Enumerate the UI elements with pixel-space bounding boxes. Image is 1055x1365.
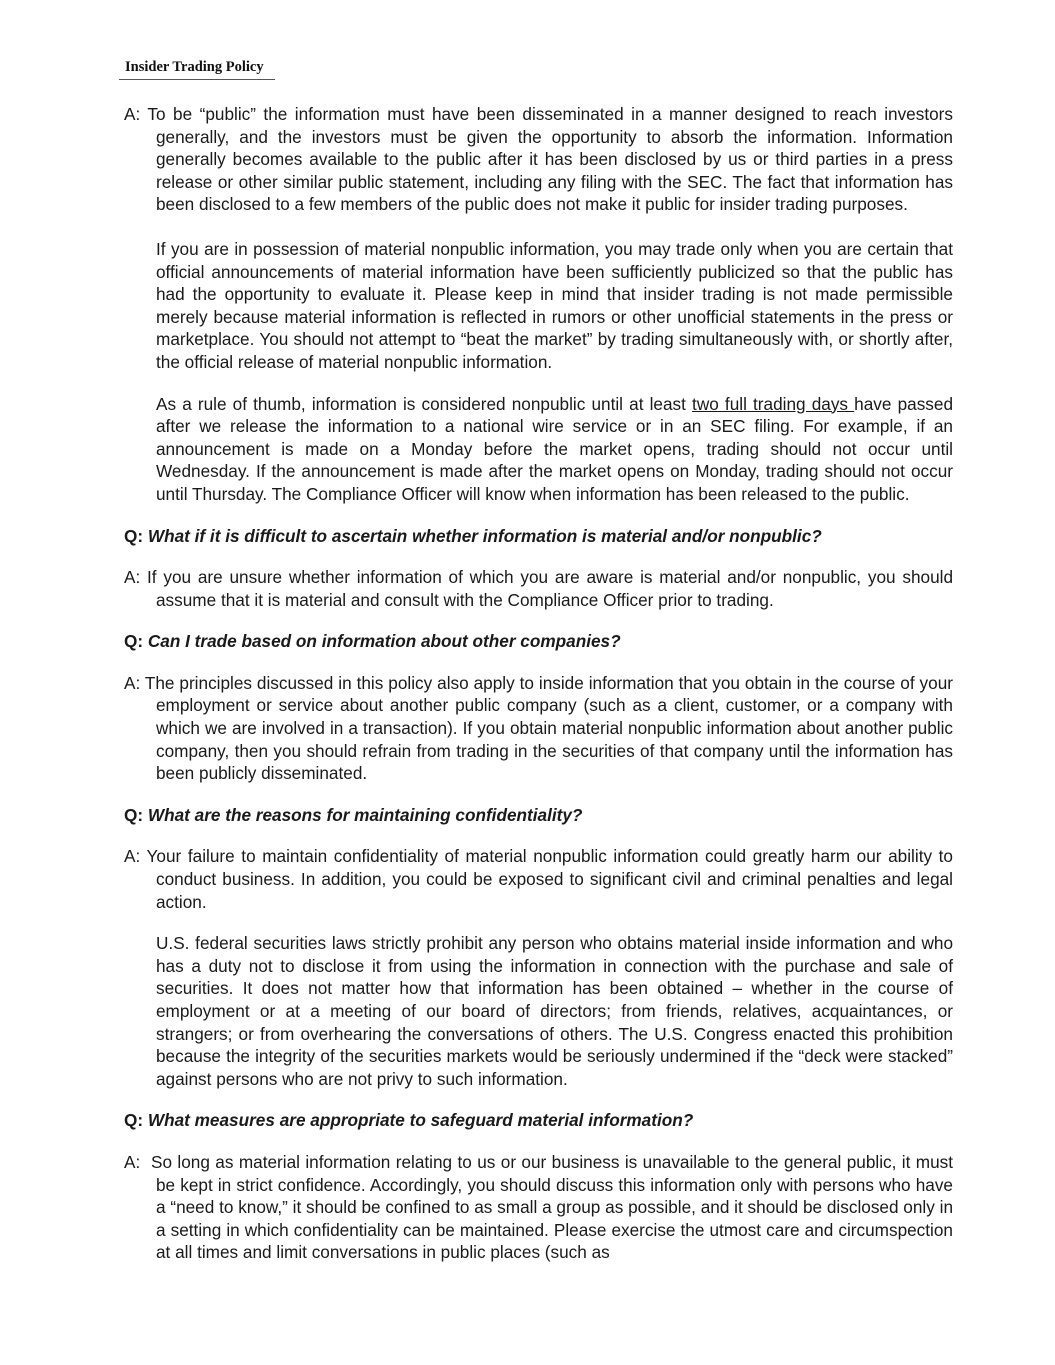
question-text: What if it is difficult to ascertain whether information is material and/or nonpublic? — [147, 525, 822, 546]
question-prefix: Q: — [124, 525, 148, 546]
question-text: What measures are appropriate to safeguard material information? — [147, 1110, 694, 1131]
paragraph-securities-laws: U.S. federal securities laws strictly prohibit any person who obtains material inside information and who has a duty not to disclose it from using the information in connection with the purchase and sale of securities. It does not matter how that information has been obtained – whether in the course of employment or at a meeting of our board of directors; from friends, relatives, acquaintances, or strangers; or from overhearing the conversations of others. The U.S. Congress enacted this prohibition because the integrity of the securities markets would be seriously undermined if the “deck were stacked” against persons who are not privy to such information. — [156, 933, 953, 1089]
answer-paragraph — [124, 1151, 953, 1264]
question-prefix: Q: — [124, 804, 148, 825]
question-heading — [124, 804, 953, 827]
answer-public-info — [124, 103, 953, 216]
answer-paragraph — [124, 672, 953, 785]
answer-text: The principles discussed in this policy also apply to inside information that you obtain in the course of your employment or service about another public company (such as a client, customer, or a company with which we are involved in a transaction). If you obtain material nonpublic information about another public company, then you should refrain from trading in the securities of that company until the information has been publicly disseminated. — [144, 672, 953, 784]
answer-prefix: A: — [124, 104, 148, 124]
question-text: Can I trade based on information about other companies? — [147, 631, 621, 652]
question-heading — [124, 1109, 953, 1132]
answer-text: To be “public” the information must have been disseminated in a manner designed to reach investors generally, and the investors must be given the opportunity to absorb the information. Information generally becomes available to the public after it has been disclosed by us or third parties in a press release or other similar public statement, including any filing with the SEC. The fact that information has been disclosed to a few members of the public does not make it public for insider trading purposes. — [147, 104, 953, 215]
paragraph-rule-of-thumb — [124, 393, 953, 506]
answer-prefix: A: — [124, 567, 148, 588]
text-segment: As a rule of thumb, information is considered nonpublic until at least — [156, 393, 693, 414]
question-text: What are the reasons for maintaining confidentiality? — [147, 804, 583, 825]
answer-text: So long as material information relating to us or our business is unavailable to the general public, it must be kept in strict confidence. Accordingly, you should discuss this information only with persons who have a “need to know,” it should be confined to as small a group as possible, and it should be disclosed only in a setting in which confidentiality can be maintained. Please exercise the utmost care and circumspection at all times and limit conversations in public places (such as — [151, 1151, 953, 1263]
underlined-two-full-trading-days: two full trading days — [692, 393, 855, 414]
paragraph-possession: If you are in possession of material nonpublic information, you may trade only when you are certain that official announcements of material information have been sufficiently publicized so that the public has had the opportunity to evaluate it. Please keep in mind that insider trading is not made permissible merely because material information is reflected in rumors or other unofficial statements in the press or marketplace. You should not attempt to “beat the market” by trading simultaneously with, or shortly after, the official release of material nonpublic information. — [156, 238, 953, 372]
answer-prefix: A: — [124, 672, 145, 693]
question-heading — [124, 525, 953, 548]
answer-text: Your failure to maintain confidentiality of material nonpublic information could greatly harm our ability to conduct business. In addition, you could be exposed to significant civil and criminal penalties and legal action. — [146, 846, 953, 912]
question-prefix: Q: — [124, 1110, 148, 1131]
document-body — [124, 103, 953, 1264]
answer-paragraph — [124, 845, 953, 913]
answer-prefix: A: — [124, 1151, 152, 1172]
question-prefix: Q: — [124, 631, 148, 652]
answer-text: If you are unsure whether information of which you are aware is material and/or nonpublic, you should assume that it is material and consult with the Compliance Officer prior to trading. — [147, 567, 953, 610]
running-header: Insider Trading Policy — [119, 59, 275, 80]
text-segment: have passed after we release the information to a national wire service or in an SEC filing. For example, if an announcement is made on a Monday before the market opens, trading should not occur until Wednesday. If the announcement is made after the market opens on Monday, trading should not occur until Thursday. The Compliance Officer will know when information has been released to the public. — [156, 393, 953, 504]
answer-prefix: A: — [124, 846, 147, 867]
answer-paragraph — [124, 566, 953, 611]
question-heading — [124, 630, 953, 653]
